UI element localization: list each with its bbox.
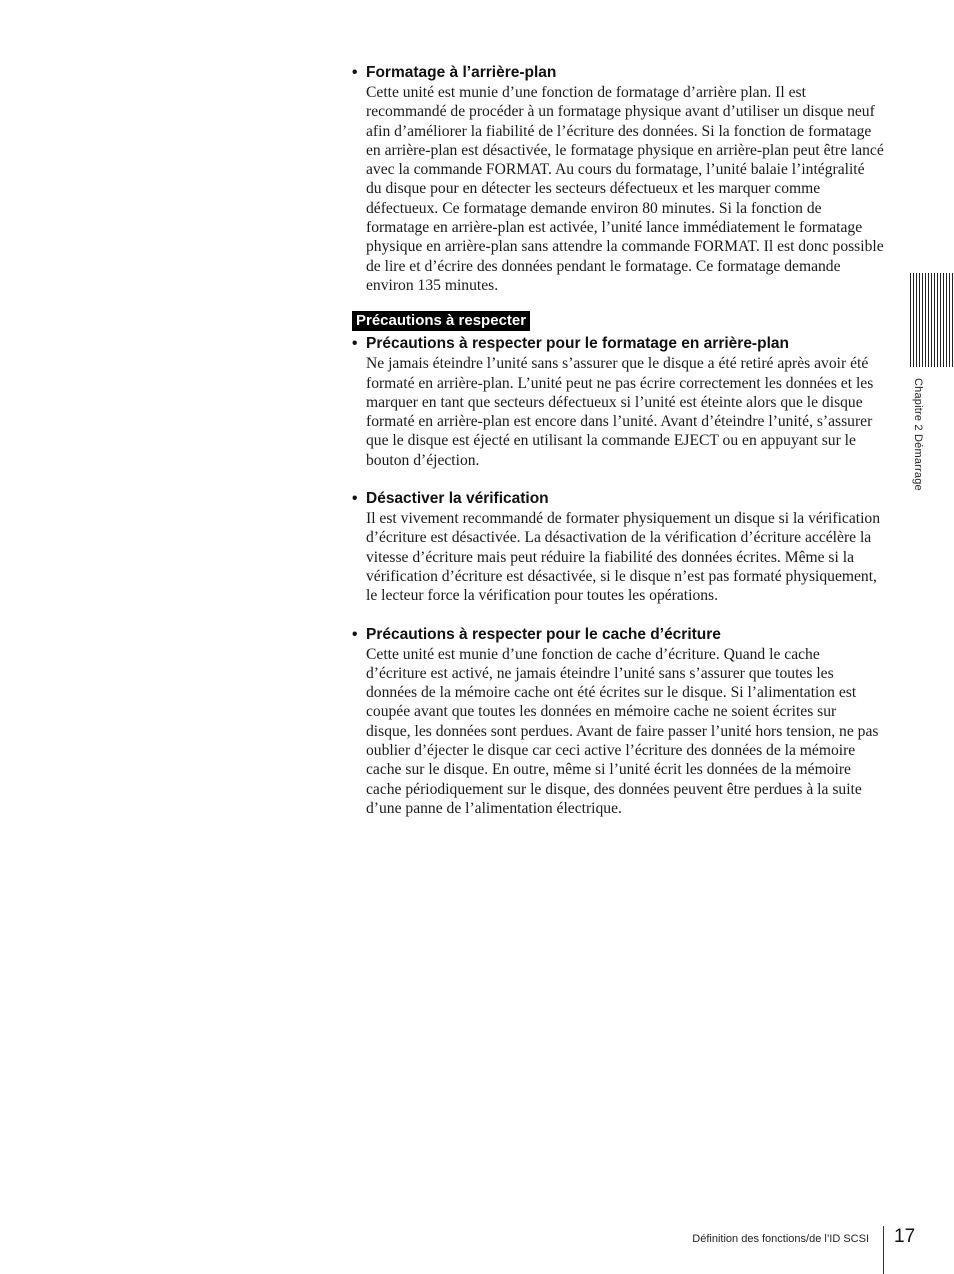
page-number: 17: [894, 1226, 916, 1247]
bullet-item-write-cache: [352, 625, 884, 819]
section-heading-precautions: Précautions à respecter: [352, 311, 530, 331]
bullet-body: Il est vivement recommandé de formater physiquement un disque si la vérification d’écriture est désactivée. La désactivation de la vérification d’écriture accélère la vitesse d’écriture mais peut réduire la fiabilité des données écrites. Même si la vérification d’écriture est désactivée, si le disque n’est pas formaté physiquement, le lecteur force la vérification pour toutes les opérations.: [366, 510, 880, 605]
bullet-body: Cette unité est munie d’une fonction de cache d’écriture. Quand le cache d’écriture est activé, ne jamais éteindre l’unité sans s’assurer que toutes les données de la mémoire cache ont été écrites sur le disque. Si l’alimentation est coupée avant que toutes les données en mémoire cache ne soient écrites sur disque, les données sont perdues. Avant de faire passer l’unité hors tension, ne pas oublier d’éjecter le disque car ceci active l’écriture des données de la mémoire cache sur le disque. En outre, même si l’unité écrit les données de la mémoire cache périodiquement sur le disque, des données peuvent être perdues à la suite d’une panne de l’alimentation électrique.: [366, 645, 879, 817]
chapter-tab-stripes: [910, 273, 954, 367]
bullet-title-text: Formatage à l’arrière-plan: [366, 64, 557, 81]
footer-divider: [883, 1226, 884, 1274]
bullet-dot: •: [352, 490, 358, 508]
footer-section-title: Définition des fonctions/de l’ID SCSI: [692, 1233, 869, 1245]
bullet-item-disable-verification: [352, 489, 884, 605]
bullet-title: [352, 63, 884, 83]
bullet-title-text: Précautions à respecter pour le formatage en arrière-plan: [366, 335, 789, 353]
bullet-item-background-formatting: [352, 63, 884, 295]
bullet-body: Cette unité est munie d’une fonction de formatage d’arrière plan. Il est recommandé de procéder à un formatage physique avant d’utiliser un disque neuf afin d’améliorer la fiabilité de l’écriture des données. Si la fonction de formatage en arrière-plan est désactivée, le formatage physique en arrière-plan peut être lancé avec la commande FORMAT. Au cours du formatage, l’unité balaie l’intégralité du disque pour en détecter les secteurs défectueux et les marquer comme défectueux. Ce formatage demande environ 80 minutes. Si la fonction de formatage en arrière-plan est activée, l’unité lance immédiatement le formatage physique en arrière-plan sans attendre la commande FORMAT. Il est donc possible de lire et d’écrire des données pendant le formatage. Ce formatage demande environ 135 minutes.: [366, 84, 884, 294]
bullet-title-text: Précautions à respecter pour le cache d’écriture: [366, 625, 721, 643]
bullet-title: [352, 334, 884, 354]
bullet-dot: •: [352, 625, 358, 643]
bullet-title-text: Désactiver la vérification: [366, 490, 549, 508]
bullet-body: Ne jamais éteindre l’unité sans s’assurer que le disque a été retiré après avoir été formaté en arrière-plan. L’unité peut ne pas écrire correctement les données et les marquer en tant que secteurs défectueux si l’unité est éteinte alors que le disque formaté en arrière-plan est encore dans l’unité. Avant d’éteindre l’unité, s’assurer que le disque est éjecté en utilisant la commande EJECT ou en appuyant sur le bouton d’éjection.: [366, 355, 874, 469]
bullet-item-background-precautions: [352, 334, 884, 470]
page-content: [352, 63, 884, 818]
bullet-dot: •: [352, 64, 358, 81]
bullet-title: [352, 489, 884, 509]
bullet-dot: •: [352, 335, 358, 353]
bullet-title: [352, 625, 884, 645]
chapter-label: Chapitre 2 Démarrage: [912, 378, 924, 491]
